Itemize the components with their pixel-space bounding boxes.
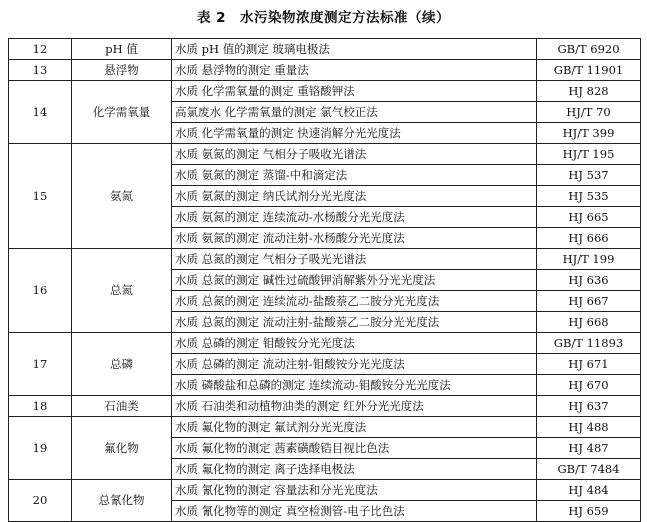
table-row [9,39,641,60]
method-name: 水质 化学需氧量的测定 重铬酸钾法 [172,81,537,102]
row-number: 19 [9,417,72,480]
standard-code: HJ/T 195 [537,144,641,165]
pollutant-item: 总氰化物 [72,480,172,522]
table-row [9,144,641,165]
standard-code: HJ 670 [537,375,641,396]
row-number: 14 [9,81,72,144]
method-name: 水质 氨氮的测定 气相分子吸收光谱法 [172,144,537,165]
standard-code: GB/T 11901 [537,60,641,81]
table-row [9,480,641,501]
standard-code: GB/T 6920 [537,39,641,60]
row-number: 16 [9,249,72,333]
standard-code: HJ/T 399 [537,123,641,144]
standard-code: HJ 487 [537,438,641,459]
method-name: 水质 悬浮物的测定 重量法 [172,60,537,81]
row-number: 15 [9,144,72,249]
standards-table [8,38,641,522]
row-number: 20 [9,480,72,522]
standard-code: HJ 484 [537,480,641,501]
method-name: 水质 氨氮的测定 纳氏试剂分光光度法 [172,186,537,207]
pollutant-item: 总磷 [72,333,172,396]
method-name: 高氯废水 化学需氧量的测定 氯气校正法 [172,102,537,123]
method-name: 水质 石油类和动植物油类的测定 红外分光光度法 [172,396,537,417]
standard-code: HJ/T 70 [537,102,641,123]
method-name: 水质 pH 值的测定 玻璃电极法 [172,39,537,60]
method-name: 水质 氰化物的测定 容量法和分光光度法 [172,480,537,501]
row-number: 17 [9,333,72,396]
method-name: 水质 总氮的测定 气相分子吸光光谱法 [172,249,537,270]
standard-code: GB/T 11893 [537,333,641,354]
table-row [9,417,641,438]
standard-code: HJ 537 [537,165,641,186]
method-name: 水质 磷酸盐和总磷的测定 连续流动-钼酸铵分光光度法 [172,375,537,396]
method-name: 水质 化学需氧量的测定 快速消解分光光度法 [172,123,537,144]
method-name: 水质 总氮的测定 碱性过硫酸钾消解紫外分光光度法 [172,270,537,291]
standard-code: HJ 666 [537,228,641,249]
method-name: 水质 总氮的测定 连续流动-盐酸萘乙二胺分光光度法 [172,291,537,312]
table-row [9,396,641,417]
table-title: 表 2 水污染物浓度测定方法标准（续） [196,10,451,26]
standard-code: GB/T 7484 [537,459,641,480]
pollutant-item: 氨氮 [72,144,172,249]
standard-code: HJ 636 [537,270,641,291]
standard-code: HJ/T 199 [537,249,641,270]
method-name: 水质 氟化物的测定 茜素磺酸锆目视比色法 [172,438,537,459]
standard-code: HJ 637 [537,396,641,417]
pollutant-item: 石油类 [72,396,172,417]
method-name: 水质 氨氮的测定 蒸馏-中和滴定法 [172,165,537,186]
table-row [9,333,641,354]
pollutant-item: pH 值 [72,39,172,60]
table-row [9,81,641,102]
standard-code: HJ 535 [537,186,641,207]
standard-code: HJ 665 [537,207,641,228]
pollutant-item: 化学需氧量 [72,81,172,144]
pollutant-item: 氟化物 [72,417,172,480]
method-name: 水质 总磷的测定 钼酸铵分光光度法 [172,333,537,354]
table-body [9,39,641,522]
row-number: 18 [9,396,72,417]
standard-code: HJ 668 [537,312,641,333]
method-name: 水质 氨氮的测定 流动注射-水杨酸分光光度法 [172,228,537,249]
table-row [9,60,641,81]
pollutant-item: 总氮 [72,249,172,333]
standard-code: HJ 488 [537,417,641,438]
method-name: 水质 氰化物等的测定 真空检测管-电子比色法 [172,501,537,522]
row-number: 13 [9,60,72,81]
standard-code: HJ 671 [537,354,641,375]
method-name: 水质 氟化物的测定 氟试剂分光光度法 [172,417,537,438]
standard-code: HJ 659 [537,501,641,522]
pollutant-item: 悬浮物 [72,60,172,81]
standard-code: HJ 828 [537,81,641,102]
method-name: 水质 氨氮的测定 连续流动-水杨酸分光光度法 [172,207,537,228]
method-name: 水质 氟化物的测定 离子选择电极法 [172,459,537,480]
standard-code: HJ 667 [537,291,641,312]
method-name: 水质 总氮的测定 流动注射-盐酸萘乙二胺分光光度法 [172,312,537,333]
row-number: 12 [9,39,72,60]
method-name: 水质 总磷的测定 流动注射-钼酸铵分光光度法 [172,354,537,375]
table-row [9,249,641,270]
